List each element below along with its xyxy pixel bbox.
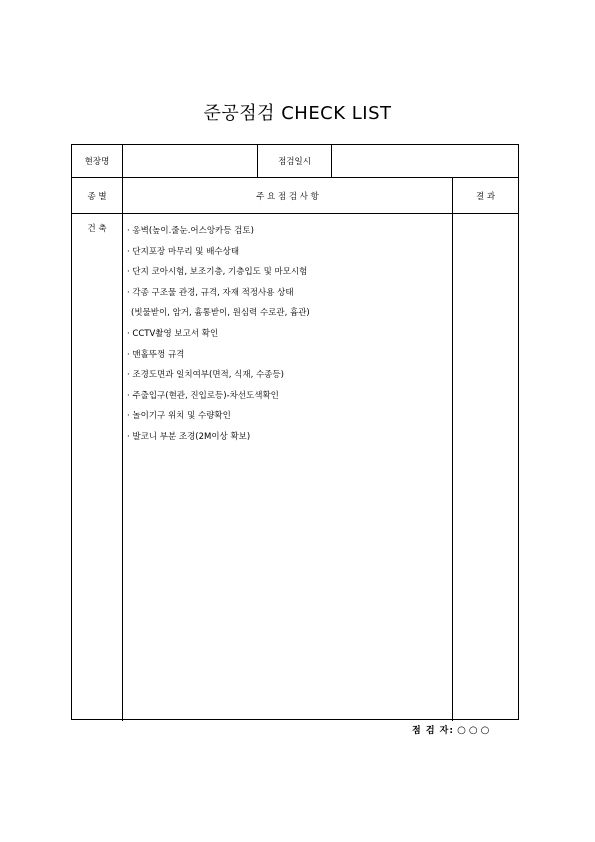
checklist-item: · 조경도면과 일치여부(면적, 식재, 수종등) [127, 370, 284, 381]
column-header-result: 결 과 [475, 191, 496, 202]
col-divider [122, 177, 123, 721]
checklist-table [71, 144, 519, 720]
checklist-item: · 단지 코아시험, 보조기층, 기층입도 및 마모시험 [127, 267, 308, 278]
checklist-item: · 발코니 부분 조경(2M이상 확보) [127, 431, 251, 442]
checklist-item: · 놀이기구 위치 및 수량확인 [127, 411, 231, 422]
site-name-field[interactable] [123, 145, 257, 177]
category-label: 건 축 [87, 224, 107, 234]
inspection-date-label: 점검일시 [278, 157, 311, 167]
column-header-type: 종 별 [87, 191, 107, 202]
checklist-item: · 단지포장 마무리 및 배수상태 [127, 246, 240, 257]
result-cell[interactable] [453, 214, 518, 719]
column-header-items: 주 요 점 검 사 항 [256, 191, 319, 202]
inspection-date-field[interactable] [332, 145, 518, 177]
checklist-items [127, 225, 310, 452]
checklist-item: · 옹벽(높이.줄눈.어스앙카등 검토) [127, 226, 254, 236]
checklist-item: (빗물받이, 암거, 흄통받이, 원심력 수로관, 흄관) [131, 308, 310, 319]
inspector-signature [412, 723, 492, 736]
checklist-item: · CCTV촬영 보고서 확인 [127, 328, 219, 339]
site-name-label: 현장명 [84, 157, 110, 167]
checklist-item: · 각종 구조물 관경, 규격, 자재 적정사용 상태 [127, 287, 294, 298]
checklist-item: · 맨홀뚜껑 규격 [127, 349, 185, 360]
checklist-item: · 주출입구(현관, 진입로등)-차선도색확인 [127, 390, 279, 401]
inspector-label: 점 검 자: [412, 726, 454, 736]
inspector-name: ○○○ [457, 725, 493, 736]
page-title: 준공점검 CHECK LIST [203, 103, 392, 124]
